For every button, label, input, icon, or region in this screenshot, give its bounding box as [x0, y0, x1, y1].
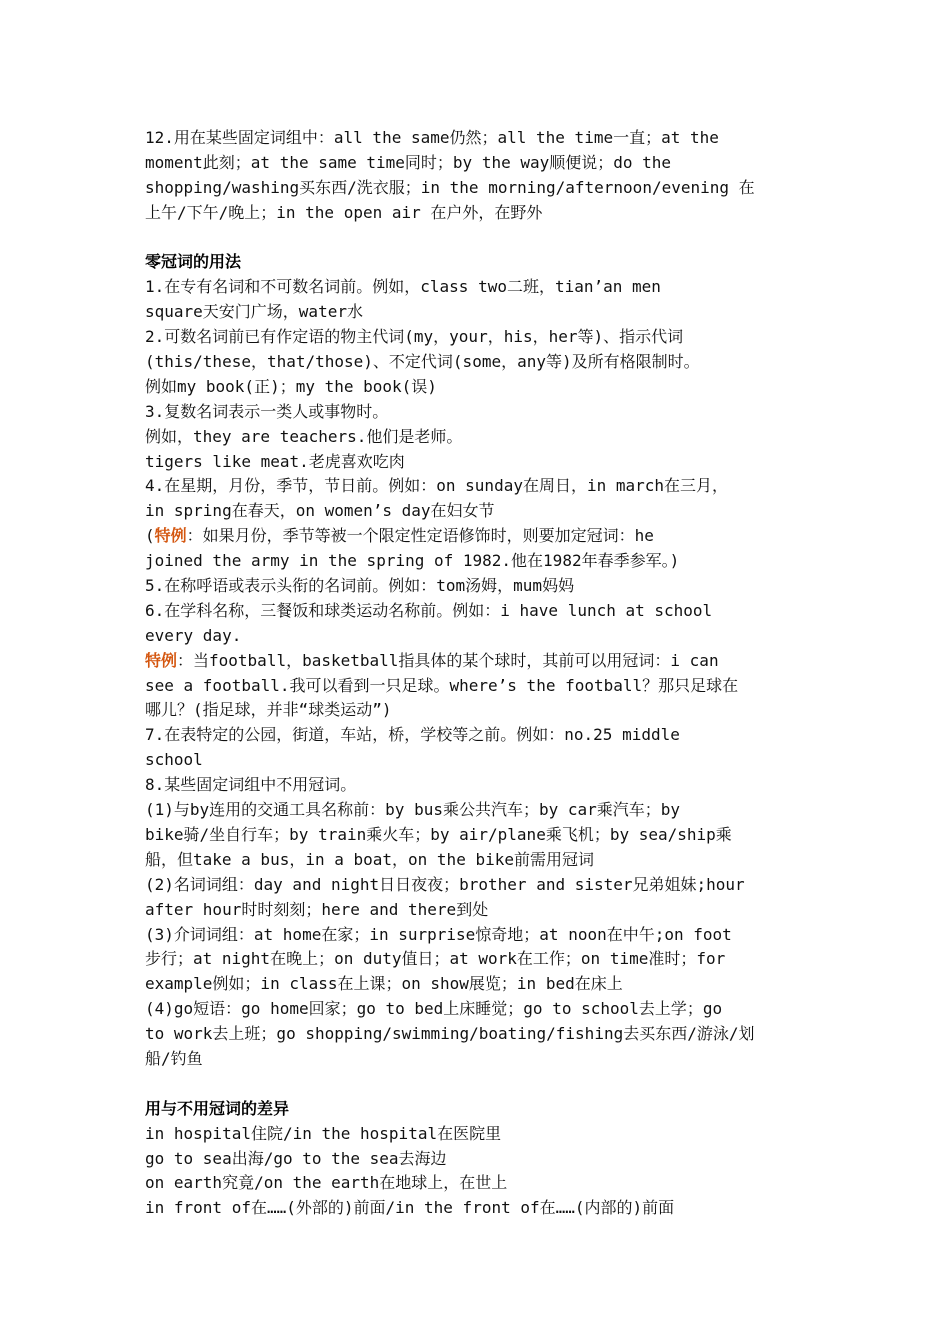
text-line: in hospital住院/in the hospital在医院里 — [145, 1123, 502, 1143]
spacer — [145, 1072, 825, 1097]
text-line: 12.用在某些固定词组中：all the same仍然；all the time一直；at the — [145, 128, 719, 147]
text-line: 2.可数名词前已有作定语的物主代词(my，your，his，her等)、指示代词 — [145, 327, 684, 347]
text-line: in front of在……(外部的)前面/in the front of在……(内部的)前面 — [145, 1198, 675, 1218]
text-line: 6.在学科名称，三餐饭和球类运动名称前。例如：i have lunch at school — [145, 600, 713, 620]
text-line: 3.复数名词表示一类人或事物时。 — [145, 401, 389, 421]
text-line: (2)名词词组：day and night日日夜夜；brother and sister兄弟姐妹;hour — [145, 874, 745, 894]
text-line: example例如；in class在上课；on show展览；in bed在床上 — [145, 974, 623, 994]
section-heading: 用与不用冠词的差异 — [145, 1098, 290, 1118]
text-line: to work去上班；go shopping/swimming/boating/fishing去买东西/游泳/划 — [145, 1024, 755, 1044]
text-line: (3)介词词组：at home在家；in surprise惊奇地；at noon在中午;on foot — [145, 924, 732, 944]
text-line: joined the army in the spring of 1982.他在1982年春季参军。) — [145, 551, 680, 571]
text-line — [145, 649, 825, 674]
text-line: 8.某些固定词组中不用冠词。 — [145, 775, 357, 795]
text-line: shopping/washing买东西/洗衣服；in the morning/afternoon/evening 在 — [145, 177, 755, 197]
text-line: 5.在称呼语或表示头衔的名词前。例如：tom汤姆，mum妈妈 — [145, 576, 575, 596]
text-line: 例如my book(正)；my the book(误) — [145, 376, 437, 396]
section-heading: 零冠词的用法 — [145, 252, 242, 272]
section-zero-article — [145, 250, 825, 1071]
text-line: see a football.我可以看到一只足球。where’s the football？那只足球在 — [145, 675, 739, 695]
special-case-label: 特例 — [154, 526, 187, 546]
text-line: 7.在表特定的公园，街道，车站，桥，学校等之前。例如：no.25 middle — [145, 725, 680, 745]
text-line: 上午/下午/晚上；in the open air 在户外，在野外 — [145, 202, 543, 222]
text-line: (1)与by连用的交通工具名称前：by bus乘公共汽车；by car乘汽车；by — [145, 800, 681, 820]
section-article-differences — [145, 1097, 825, 1221]
text-line: (this/these，that/those)、不定代词(some，any等)及所有格限制时。 — [145, 352, 700, 372]
text-line: 哪儿？(指足球，并非“球类运动”) — [145, 700, 392, 720]
text-line: square天安门广场，water水 — [145, 302, 363, 322]
text-line: 船/钓鱼 — [145, 1048, 203, 1068]
text-line: tigers like meat.老虎喜欢吃肉 — [145, 451, 405, 471]
text-line: 步行；at night在晚上；on duty值日；at work在工作；on time准时；for — [145, 949, 726, 969]
text-span: ：如果月份，季节等被一个限定性定语修饰时，则要加定冠词：he — [186, 526, 654, 546]
document-page — [145, 126, 825, 1221]
text-line: 1.在专有名词和不可数名词前。例如，class two二班，tian’an men — [145, 277, 661, 297]
open-paren: ( — [145, 526, 155, 546]
text-line: in spring在春天，on women’s day在妇女节 — [145, 501, 495, 521]
text-line: 4.在星期，月份，季节，节日前。例如：on sunday在周日，in march在三月， — [145, 476, 729, 496]
text-line: on earth究竟/on the earth在地球上，在世上 — [145, 1173, 508, 1193]
text-line: 船，但take a bus，in a boat，on the bike前需用冠词 — [145, 849, 594, 869]
text-line: school — [145, 750, 203, 770]
text-line: moment此刻；at the same time同时；by the way顺便说；do the — [145, 152, 672, 172]
text-line: go to sea出海/go to the sea去海边 — [145, 1148, 447, 1168]
special-case-label: 特例 — [145, 650, 178, 670]
text-line: (4)go短语：go home回家；go to bed上床睡觉；go to school去上学；go — [145, 999, 723, 1019]
text-line: 例如，they are teachers.他们是老师。 — [145, 426, 463, 446]
section-fixed-phrases — [145, 126, 825, 226]
text-line: every day. — [145, 625, 242, 645]
text-span: ：当football，basketball指具体的某个球时，其前可以用冠词：i can — [177, 650, 719, 670]
text-line: bike骑/坐自行车；by train乘火车；by air/plane乘飞机；by sea/ship乘 — [145, 824, 732, 844]
text-line — [145, 524, 825, 549]
text-line: after hour时时刻刻；here and there到处 — [145, 899, 489, 919]
spacer — [145, 226, 825, 251]
